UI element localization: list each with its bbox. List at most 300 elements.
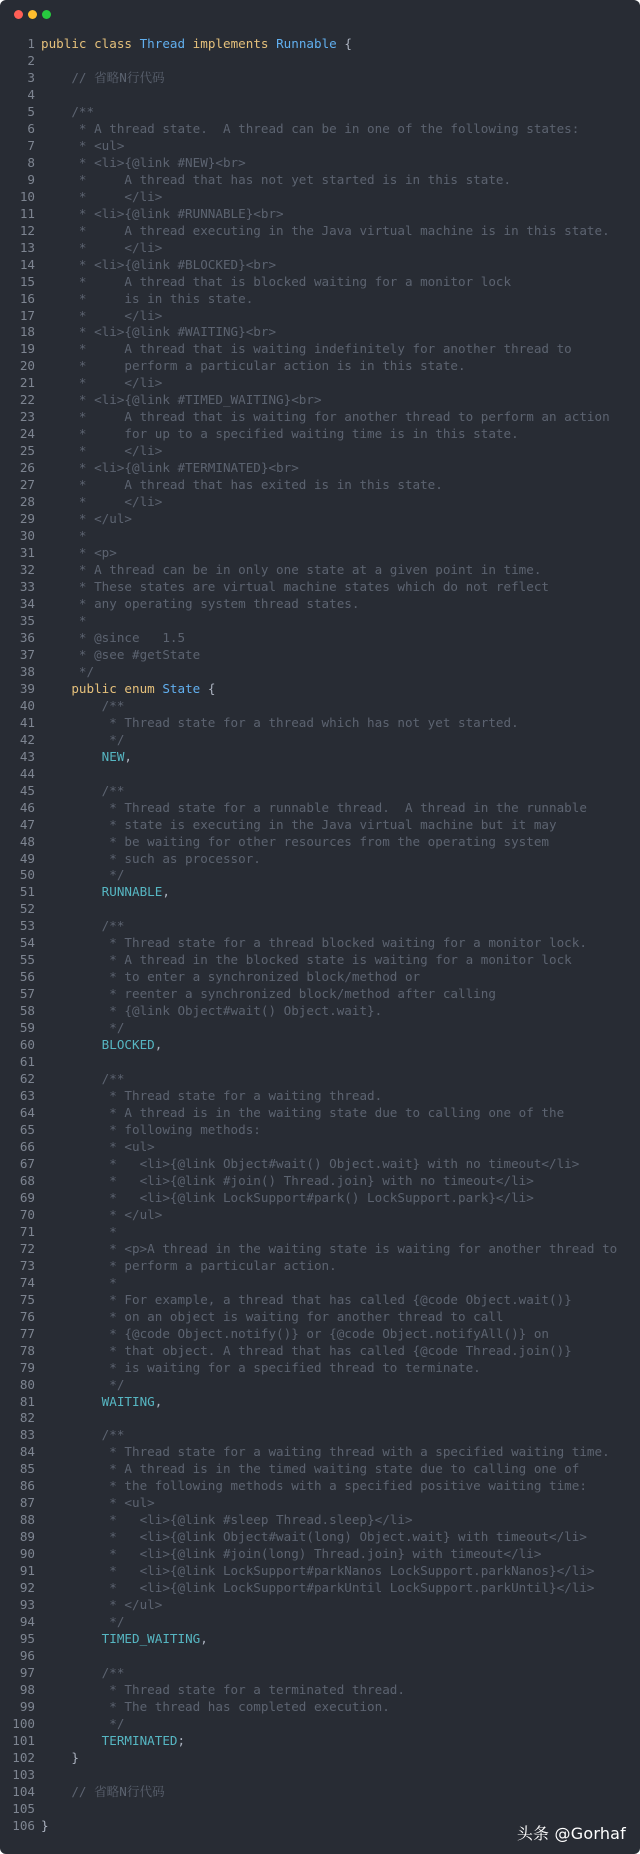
line-number: 47 [19, 816, 35, 832]
code-line [0, 172, 640, 189]
code-line [0, 341, 640, 358]
code-token: */ [41, 1376, 125, 1392]
line-number: 66 [19, 1138, 35, 1154]
code-token: , [154, 1393, 163, 1409]
code-token: * any operating system thread states. [41, 595, 360, 611]
line-number: 73 [19, 1257, 35, 1273]
line-number: 54 [19, 935, 35, 951]
code-text [41, 1665, 124, 1682]
code-text [41, 1377, 124, 1394]
line-number: 78 [19, 1342, 35, 1358]
code-text [41, 613, 87, 630]
line-number: 22 [19, 392, 35, 408]
line-number: 44 [19, 765, 35, 781]
code-line [0, 1139, 640, 1156]
code-line [0, 1767, 640, 1784]
code-token: */ [41, 731, 125, 747]
code-text [41, 918, 124, 935]
code-text [41, 1427, 124, 1444]
line-number: 17 [19, 307, 35, 323]
line-number: 82 [19, 1410, 35, 1426]
code-token: * perform a particular action. [41, 1257, 337, 1273]
line-number: 2 [27, 52, 35, 68]
code-token: * A thread that is blocked waiting for a monitor lock [41, 273, 512, 289]
code-line [0, 1377, 640, 1394]
code-line [0, 1682, 640, 1699]
code-text [41, 1224, 117, 1241]
code-token: * A thread is in the timed waiting state due to calling one of [41, 1461, 580, 1477]
code-line [0, 443, 640, 460]
code-text [41, 36, 352, 53]
code-text [41, 1614, 124, 1631]
code-text [41, 935, 587, 952]
code-text [41, 579, 549, 596]
line-number: 7 [27, 137, 35, 153]
code-token: * A thread executing in the Java virtual machine is in this state. [41, 222, 610, 238]
code-token: public enum [41, 680, 163, 696]
code-text [41, 1699, 390, 1716]
code-token: */ [41, 1020, 125, 1036]
code-line [0, 392, 640, 409]
code-text [41, 1071, 124, 1088]
code-token: * <p> [41, 545, 117, 561]
code-line [0, 1597, 640, 1614]
code-text [41, 715, 519, 732]
code-token: * [41, 612, 87, 628]
line-number: 67 [19, 1155, 35, 1171]
window-titlebar [0, 0, 640, 30]
code-text [41, 1394, 162, 1411]
line-number: 92 [19, 1580, 35, 1596]
line-number: 10 [19, 188, 35, 204]
code-text [41, 1292, 572, 1309]
line-number: 12 [19, 222, 35, 238]
line-number: 32 [19, 562, 35, 578]
line-number: 50 [19, 867, 35, 883]
code-line [0, 1003, 640, 1020]
code-token: * <li>{@link #WAITING}<br> [41, 324, 277, 340]
code-token: , [200, 1631, 208, 1647]
code-text [41, 1037, 162, 1054]
code-line [0, 426, 640, 443]
code-token: * the following methods with a specified positive waiting time: [41, 1478, 587, 1494]
code-editor [0, 36, 640, 1835]
code-token: * is in this state. [41, 290, 254, 306]
code-line [0, 1699, 640, 1716]
code-text [41, 1275, 117, 1292]
code-line [0, 1631, 640, 1648]
code-line [0, 223, 640, 240]
code-text [41, 647, 200, 664]
code-line [0, 1326, 640, 1343]
code-token: * <li>{@link #join() Thread.join} with no timeout</li> [41, 1172, 534, 1188]
line-number: 85 [19, 1461, 35, 1477]
code-line [0, 189, 640, 206]
zoom-window-button[interactable] [42, 10, 51, 19]
code-text [41, 1818, 49, 1835]
line-number: 23 [19, 409, 35, 425]
code-token: * <p>A thread in the waiting state is waiting for another thread to [41, 1240, 618, 1256]
code-text [41, 800, 587, 817]
code-token: * </li> [41, 375, 163, 391]
code-token: * [41, 1223, 117, 1239]
line-number: 99 [19, 1698, 35, 1714]
code-line [0, 1190, 640, 1207]
code-text [41, 867, 124, 884]
code-token: * <li>{@link #join(long) Thread.join} with timeout</li> [41, 1546, 542, 1562]
code-line [0, 511, 640, 528]
code-line [0, 36, 640, 53]
code-text [41, 562, 541, 579]
code-text [41, 1241, 617, 1258]
line-number: 27 [19, 477, 35, 493]
code-line [0, 70, 640, 87]
code-line [0, 1801, 640, 1818]
code-token: * Thread state for a waiting thread. [41, 1088, 383, 1104]
code-text [41, 952, 572, 969]
line-number: 38 [19, 663, 35, 679]
code-line [0, 867, 640, 884]
code-text [41, 511, 132, 528]
code-text [41, 749, 132, 766]
line-number: 95 [19, 1631, 35, 1647]
code-line [0, 935, 640, 952]
code-line [0, 528, 640, 545]
code-text [41, 308, 162, 325]
code-token: * A thread that has exited is in this state. [41, 477, 443, 493]
code-token: * A thread is in the waiting state due to calling one of the [41, 1105, 565, 1121]
line-number: 42 [19, 731, 35, 747]
code-token: * for up to a specified waiting time is in this state. [41, 426, 519, 442]
code-line [0, 1241, 640, 1258]
line-number: 64 [19, 1105, 35, 1121]
line-number: 16 [19, 290, 35, 306]
code-text [41, 223, 610, 240]
line-number: 102 [12, 1749, 35, 1765]
code-line [0, 324, 640, 341]
code-line [0, 732, 640, 749]
code-token: */ [41, 1715, 125, 1731]
code-token: * <li>{@link LockSupport#parkNanos LockSupport.parkNanos}</li> [41, 1563, 595, 1579]
code-token: * to enter a synchronized block/method or [41, 969, 421, 985]
code-token: * be waiting for other resources from the operating system [41, 833, 549, 849]
line-number: 83 [19, 1427, 35, 1443]
code-text [41, 138, 124, 155]
line-number: 88 [19, 1512, 35, 1528]
line-number: 48 [19, 833, 35, 849]
code-text [41, 664, 94, 681]
code-line [0, 579, 640, 596]
code-line [0, 291, 640, 308]
line-number: 3 [27, 69, 35, 85]
line-number: 84 [19, 1444, 35, 1460]
code-line [0, 715, 640, 732]
code-line [0, 1563, 640, 1580]
code-token: * </ul> [41, 511, 132, 527]
code-text [41, 1326, 549, 1343]
code-line [0, 545, 640, 562]
code-token: * A thread in the blocked state is waiting for a monitor lock [41, 952, 572, 968]
code-line [0, 1309, 640, 1326]
code-text [41, 291, 253, 308]
code-text [41, 1478, 587, 1495]
code-token: WAITING [101, 1393, 155, 1409]
code-line [0, 409, 640, 426]
code-line [0, 1546, 640, 1563]
code-token: * such as processor. [41, 850, 261, 866]
code-line [0, 986, 640, 1003]
code-token: /** [41, 697, 125, 713]
line-number: 71 [19, 1223, 35, 1239]
code-text [41, 358, 466, 375]
code-line [0, 1207, 640, 1224]
line-number: 72 [19, 1240, 35, 1256]
code-line [0, 1444, 640, 1461]
line-number: 49 [19, 850, 35, 866]
code-token: * For example, a thread that has called {@code Object.wait()} [41, 1291, 572, 1307]
code-text [41, 545, 117, 562]
minimize-window-button[interactable] [28, 10, 37, 19]
code-line [0, 1427, 640, 1444]
line-number: 77 [19, 1325, 35, 1341]
code-line [0, 647, 640, 664]
line-number: 81 [19, 1393, 35, 1409]
line-number: 93 [19, 1597, 35, 1613]
line-number: 57 [19, 986, 35, 1002]
line-number: 105 [12, 1800, 35, 1816]
line-number: 91 [19, 1563, 35, 1579]
code-line [0, 1054, 640, 1071]
code-token: * </li> [41, 307, 163, 323]
code-line [0, 1088, 640, 1105]
line-number: 87 [19, 1495, 35, 1511]
line-number: 43 [19, 748, 35, 764]
line-number: 51 [19, 884, 35, 900]
code-line [0, 766, 640, 783]
code-text [41, 70, 165, 87]
code-text [41, 681, 215, 698]
code-token: Thread [139, 36, 186, 51]
code-text [41, 172, 511, 189]
code-text [41, 1461, 579, 1478]
code-token: * These states are virtual machine states which do not reflect [41, 579, 549, 594]
code-text [41, 1563, 595, 1580]
code-text [41, 1207, 162, 1224]
code-token: * A thread that has not yet started is in this state. [41, 171, 512, 187]
code-text [41, 1190, 534, 1207]
code-token: * <li>{@link #TIMED_WAITING}<br> [41, 392, 322, 408]
code-line [0, 1529, 640, 1546]
code-line [0, 681, 640, 698]
code-text [41, 1750, 79, 1767]
line-number: 76 [19, 1308, 35, 1324]
code-token: */ [41, 867, 125, 883]
code-text [41, 121, 579, 138]
code-line [0, 121, 640, 138]
code-token: TIMED_WAITING [101, 1631, 201, 1647]
code-token: } [41, 1749, 79, 1765]
code-text [41, 596, 359, 613]
code-line [0, 1275, 640, 1292]
code-text [41, 1631, 208, 1648]
code-line [0, 1173, 640, 1190]
code-token: // 省略N行代码 [41, 69, 165, 85]
code-text [41, 494, 162, 511]
code-token: */ [41, 663, 95, 679]
code-text [41, 630, 185, 647]
code-line [0, 1394, 640, 1411]
code-token: * <li>{@link LockSupport#parkUntil LockSupport.parkUntil}</li> [41, 1580, 595, 1596]
code-token: /** [41, 1427, 125, 1443]
line-number: 1 [27, 36, 35, 51]
line-number: 58 [19, 1003, 35, 1019]
code-text [41, 1020, 124, 1037]
code-token: * reenter a synchronized block/method after calling [41, 986, 496, 1002]
code-line [0, 1716, 640, 1733]
line-number: 61 [19, 1054, 35, 1070]
code-line [0, 918, 640, 935]
code-text [41, 1309, 504, 1326]
code-line [0, 494, 640, 511]
code-token: , [154, 1037, 163, 1053]
code-token: * that object. A thread that has called {@code Thread.join()} [41, 1342, 572, 1358]
code-token: /** [41, 1071, 125, 1087]
code-text [41, 1512, 413, 1529]
line-number: 97 [19, 1665, 35, 1680]
author-watermark: 头条 @Gorhaf [516, 1824, 626, 1843]
line-number: 96 [19, 1648, 35, 1664]
code-text [41, 409, 610, 426]
code-line [0, 1343, 640, 1360]
code-line [0, 1258, 640, 1275]
code-token: State [162, 680, 201, 696]
code-token: * Thread state for a thread which has not yet started. [41, 714, 519, 730]
code-line [0, 749, 640, 766]
code-token [41, 1631, 102, 1646]
code-token [41, 749, 102, 764]
code-token: /** [41, 782, 125, 798]
code-text [41, 1597, 162, 1614]
line-number: 69 [19, 1189, 35, 1205]
code-line [0, 1784, 640, 1801]
close-window-button[interactable] [14, 10, 23, 19]
code-text [41, 206, 284, 223]
code-line [0, 596, 640, 613]
line-number: 13 [19, 239, 35, 255]
code-token: * following methods: [41, 1122, 261, 1137]
code-text [41, 528, 87, 545]
code-token: * {@code Object.notify()} or {@code Object.notifyAll()} on [41, 1325, 549, 1341]
code-token: * </li> [41, 188, 163, 204]
code-line [0, 1665, 640, 1682]
code-text [41, 1716, 124, 1733]
code-text [41, 1003, 382, 1020]
line-number: 63 [19, 1088, 35, 1104]
code-line [0, 1512, 640, 1529]
code-line [0, 884, 640, 901]
line-number: 106 [12, 1817, 35, 1833]
line-number: 15 [19, 273, 35, 289]
code-line [0, 952, 640, 969]
code-text [41, 1580, 595, 1597]
code-text [41, 341, 572, 358]
code-token: implements [185, 36, 277, 51]
code-line [0, 274, 640, 291]
code-text [41, 1173, 534, 1190]
code-text [41, 1105, 564, 1122]
line-number: 40 [19, 697, 35, 713]
line-number: 90 [19, 1546, 35, 1562]
line-number: 39 [19, 680, 35, 696]
code-line [0, 630, 640, 647]
code-text [41, 1156, 579, 1173]
code-line [0, 1648, 640, 1665]
code-text [41, 986, 496, 1003]
code-text [41, 1546, 541, 1563]
code-token: /** [41, 103, 95, 119]
line-number: 104 [12, 1783, 35, 1799]
code-text [41, 1495, 155, 1512]
code-line [0, 800, 640, 817]
code-token: ; [177, 1732, 186, 1748]
code-token: * A thread that is waiting for another thread to perform an action [41, 409, 610, 425]
line-number: 34 [19, 595, 35, 611]
code-text [41, 851, 261, 868]
code-text [41, 1088, 382, 1105]
code-line [0, 257, 640, 274]
code-line [0, 1410, 640, 1427]
code-token: } [41, 1817, 49, 1833]
line-number: 30 [19, 528, 35, 544]
code-line [0, 1360, 640, 1377]
line-number: 55 [19, 952, 35, 968]
code-line [0, 206, 640, 223]
code-text [41, 392, 322, 409]
line-number: 59 [19, 1020, 35, 1036]
code-text [41, 1444, 610, 1461]
code-text [41, 817, 557, 834]
code-text [41, 443, 162, 460]
line-number: 41 [19, 714, 35, 730]
code-line [0, 1495, 640, 1512]
code-text [41, 375, 162, 392]
code-token: Runnable [276, 36, 337, 51]
code-line [0, 155, 640, 172]
code-token: /** [41, 1665, 125, 1680]
line-number: 79 [19, 1359, 35, 1375]
code-line [0, 358, 640, 375]
code-text [41, 426, 519, 443]
code-text [41, 324, 276, 341]
code-token: * state is executing in the Java virtual machine but it may [41, 816, 557, 832]
code-token: * <ul> [41, 1495, 155, 1511]
code-token: * [41, 528, 87, 544]
code-token: * A thread state. A thread can be in one of the following states: [41, 120, 580, 136]
line-number: 45 [19, 782, 35, 798]
code-token: // 省略N行代码 [41, 1783, 165, 1799]
code-token: * perform a particular action is in this state. [41, 358, 466, 374]
code-text [41, 1682, 405, 1699]
code-line [0, 1105, 640, 1122]
code-token: public class [41, 36, 140, 51]
code-text [41, 1784, 165, 1801]
code-line [0, 1020, 640, 1037]
code-token: * <li>{@link #RUNNABLE}<br> [41, 205, 284, 221]
line-number: 31 [19, 545, 35, 561]
line-number: 65 [19, 1122, 35, 1137]
line-number: 89 [19, 1529, 35, 1545]
code-text [41, 698, 124, 715]
